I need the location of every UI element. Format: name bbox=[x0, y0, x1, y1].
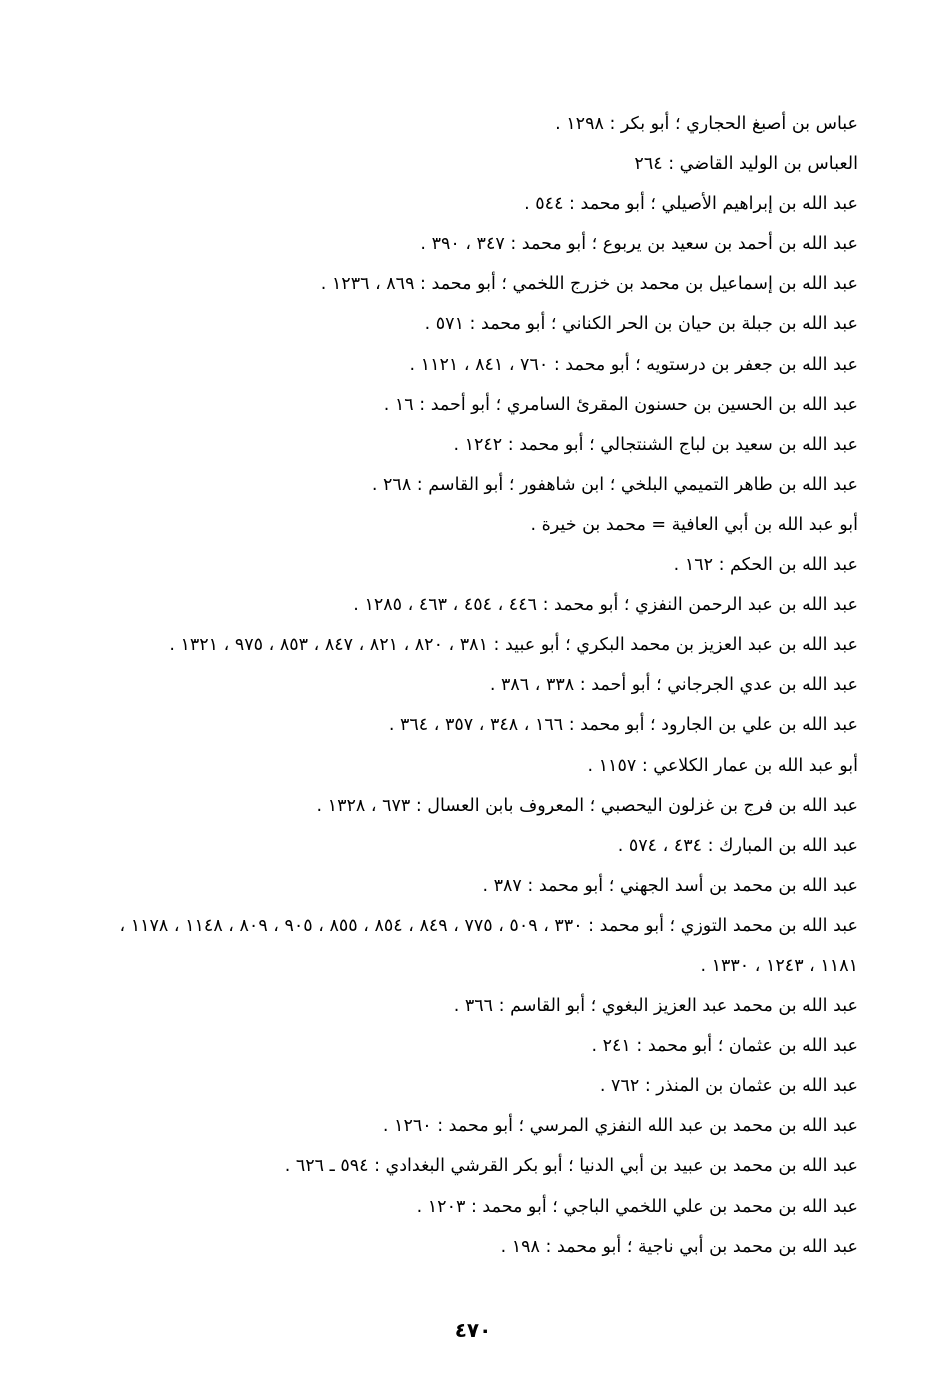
page-number: ٤٧٠ bbox=[454, 1318, 492, 1342]
index-entry: عبد الله بن الحسين بن حسنون المقرئ السامري ؛ أبو أحمد : ١٦ . bbox=[383, 394, 858, 415]
name-index-list bbox=[98, 104, 858, 1267]
index-entry: عبد الله بن فرج بن غزلون اليحصبي ؛ المعروف بابن العسال : ٦٧٣ ، ١٣٢٨ . bbox=[316, 795, 858, 816]
index-entry: عبد الله بن محمد بن عبيد بن أبي الدنيا ؛ أبو بكر القرشي البغدادي : ٥٩٤ ـ ٦٢٦ . bbox=[284, 1156, 858, 1177]
index-entry: أبو عبد الله بن أبي العافية = محمد بن خيرة . bbox=[530, 514, 858, 535]
index-entry: عبد الله بن محمد بن علي اللخمي الباجي ؛ أبو محمد : ١٢٠٣ . bbox=[416, 1196, 858, 1217]
index-entry: عبد الله بن محمد بن أبي ناجية ؛ أبو محمد : ١٩٨ . bbox=[500, 1236, 858, 1257]
index-entry: عبد الله بن محمد عبد العزيز البغوي ؛ أبو القاسم : ٣٦٦ . bbox=[453, 996, 858, 1017]
index-entry: عبد الله بن الحكم : ١٦٢ . bbox=[673, 555, 858, 576]
index-entry: عبد الله بن سعيد بن لباج الشنتجالي ؛ أبو محمد : ١٢٤٢ . bbox=[453, 434, 858, 455]
index-entry: عبد الله بن محمد بن أسد الجهني ؛ أبو محمد : ٣٨٧ . bbox=[482, 875, 858, 896]
index-entry: عبد الله بن عدي الجرجاني ؛ أبو أحمد : ٣٣٨ ، ٣٨٦ . bbox=[489, 675, 858, 696]
index-entry: عبد الله بن جعفر بن درستويه ؛ أبو محمد : ٧٦٠ ، ٨٤١ ، ١١٢١ . bbox=[409, 354, 858, 375]
index-entry: عباس بن أصبغ الحجاري ؛ أبو بكر : ١٢٩٨ . bbox=[555, 114, 858, 134]
index-entry: عبد الله بن إبراهيم الأصيلي ؛ أبو محمد : ٥٤٤ . bbox=[524, 194, 858, 215]
index-entry: عبد الله بن عثمان بن المنذر : ٧٦٢ . bbox=[599, 1076, 858, 1097]
index-entry: عبد الله بن إسماعيل بن محمد بن خزرج اللخمي ؛ أبو محمد : ٨٦٩ ، ١٢٣٦ . bbox=[320, 274, 858, 295]
index-entry: عبد الله بن علي بن الجارود ؛ أبو محمد : ١٦٦ ، ٣٤٨ ، ٣٥٧ ، ٣٦٤ . bbox=[388, 715, 858, 736]
index-entry: العباس بن الوليد القاضي : ٢٦٤ bbox=[634, 154, 858, 175]
index-entry: أبو عبد الله بن عمار الكلاعي : ١١٥٧ . bbox=[587, 755, 858, 776]
index-entry: عبد الله بن المبارك : ٤٣٤ ، ٥٧٤ . bbox=[617, 835, 858, 856]
index-entry: عبد الله بن عبد الرحمن النفزي ؛ أبو محمد : ٤٤٦ ، ٤٥٤ ، ٤٦٣ ، ١٢٨٥ . bbox=[353, 595, 858, 616]
index-entry: عبد الله بن عثمان ؛ أبو محمد : ٢٤١ . bbox=[591, 1036, 858, 1057]
index-entry: عبد الله بن أحمد بن سعيد بن يربوع ؛ أبو محمد : ٣٤٧ ، ٣٩٠ . bbox=[420, 234, 858, 255]
index-entry: عبد الله بن طاهر التميمي البلخي ؛ ابن شاهفور ؛ أبو القاسم : ٢٦٨ . bbox=[371, 474, 858, 495]
index-entry: عبد الله بن محمد بن عبد الله النفزي المرسي ؛ أبو محمد : ١٢٦٠ . bbox=[382, 1116, 858, 1137]
index-entry: عبد الله بن محمد التوزي ؛ أبو محمد : ٣٣٠ ، ٥٠٩ ، ٧٧٥ ، ٨٤٩ ، ٨٥٤ ، ٨٥٥ ، ٩٠٥ ، ٨٠٩ ، ١١٤٨ ، ١١٧٨ ، ١١٨١ ، ١٢٤٣ ، ١٣٣٠ . bbox=[119, 915, 858, 976]
index-entry: عبد الله بن عبد العزيز بن محمد البكري ؛ أبو عبيد : ٣٨١ ، ٨٢٠ ، ٨٢١ ، ٨٤٧ ، ٨٥٣ ، ٩٧٥ ، ١٣٢١ . bbox=[169, 635, 858, 656]
index-entry: عبد الله بن جبلة بن حيان بن الحر الكناني ؛ أبو محمد : ٥٧١ . bbox=[424, 314, 858, 335]
